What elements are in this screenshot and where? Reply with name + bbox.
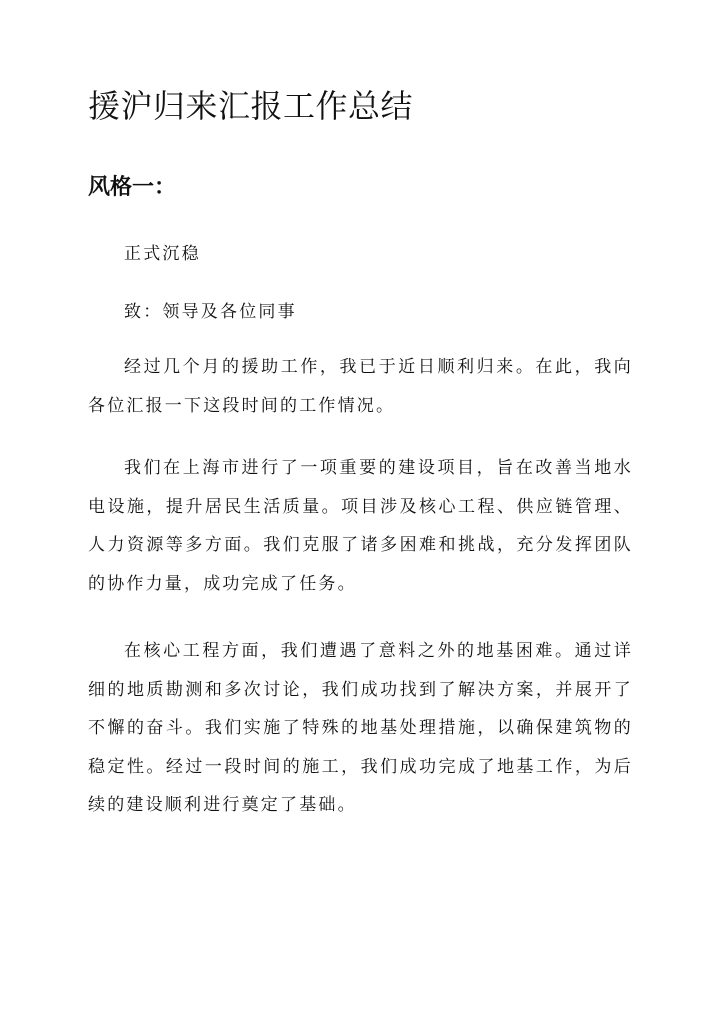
paragraph: 在核心工程方面，我们遭遇了意料之外的地基困难。通过详细的地质勘测和多次讨论，我们成功找到了解决方案，并展开了不懈的奋斗。我们实施了特殊的地基处理措施，以确保建筑物的稳定性。经过一段时间的施工，我们成功完成了地基工作，为后续的建设顺利进行奠定了基础。 (88, 641, 633, 815)
paragraph: 我们在上海市进行了一项重要的建设项目，旨在改善当地水电设施，提升居民生活质量。项目涉及核心工程、供应链管理、人力资源等多方面。我们克服了诸多困难和挑战，充分发挥团队的协作力量，成功完成了任务。 (88, 458, 633, 594)
paragraph: 经过几个月的援助工作，我已于近日顺利归来。在此，我向各位汇报一下这段时间的工作情况。 (88, 357, 633, 416)
salutation: 致：领导及各位同事 (124, 302, 297, 322)
section-heading: 风格一： (88, 174, 177, 200)
style-label: 正式沉稳 (124, 244, 201, 264)
document-title: 援沪归来汇报工作总结 (88, 87, 414, 125)
